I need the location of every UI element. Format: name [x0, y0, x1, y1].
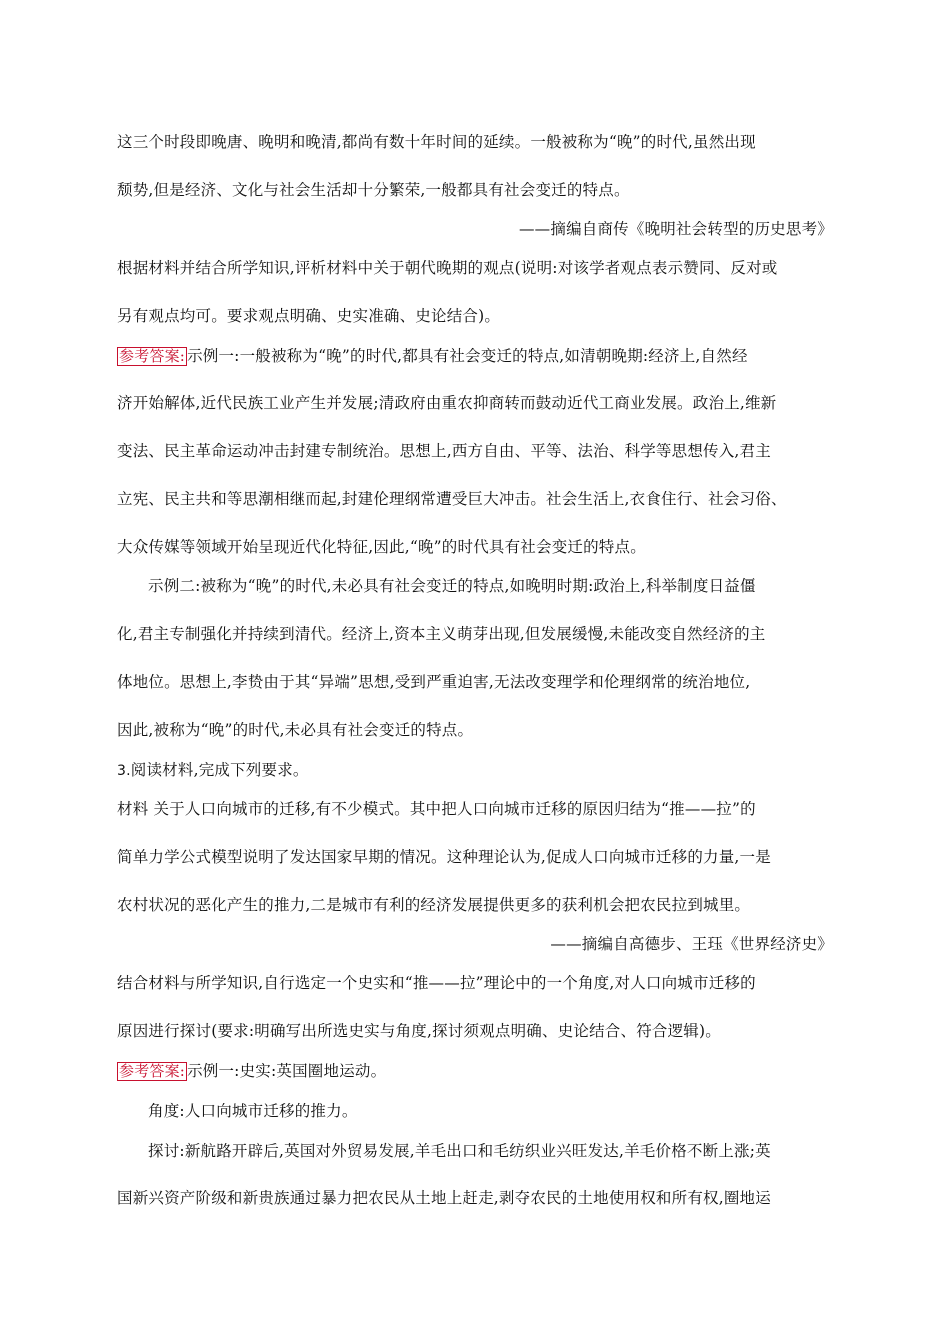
- answer-text: 变法、民主革命运动冲击封建专制统治。思想上,西方自由、平等、法治、科学等思想传入,君主: [117, 442, 771, 460]
- answer-text: 因此,被称为“晚”的时代,未必具有社会变迁的特点。: [117, 721, 474, 739]
- material-text: 颓势,但是经济、文化与社会生活却十分繁荣,一般都具有社会变迁的特点。: [117, 181, 630, 199]
- question-number: 3.: [117, 763, 131, 779]
- material-text: 农村状况的恶化产生的推力,二是城市有利的经济发展提供更多的获利机会把农民拉到城里。: [117, 896, 751, 914]
- answer-line: [117, 346, 833, 366]
- answer-text: 探讨:新航路开辟后,英国对外贸易发展,羊毛出口和毛纺织业兴旺发达,羊毛价格不断上涨;英: [148, 1142, 771, 1160]
- answer-text: 示例一:一般被称为“晚”的时代,都具有社会变迁的特点,如清朝晚期:经济上,自然经: [187, 347, 748, 365]
- answer-text: 示例二:被称为“晚”的时代,未必具有社会变迁的特点,如晚明时期:政治上,科举制度日益僵: [148, 577, 756, 595]
- answer-text: 立宪、民主共和等思潮相继而起,封建伦理纲常遭受巨大冲击。社会生活上,衣食住行、社会习俗、: [117, 490, 787, 508]
- answer-tag: 参考答案:: [119, 1062, 186, 1080]
- material-text: 材料 关于人口向城市的迁移,有不少模式。其中把人口向城市迁移的原因归结为“推——拉”的: [117, 800, 756, 818]
- question-prompt: 根据材料并结合所学知识,评析材料中关于朝代晚期的观点(说明:对该学者观点表示赞同、反对或: [117, 259, 778, 277]
- answer-line: [117, 1061, 833, 1081]
- material-text: 简单力学公式模型说明了发达国家早期的情况。这种理论认为,促成人口向城市迁移的力量,一是: [117, 848, 771, 866]
- material-text: 这三个时段即晚唐、晚明和晚清,都尚有数十年时间的延续。一般被称为“晚”的时代,虽然出现: [117, 133, 756, 151]
- question-prompt: 结合材料与所学知识,自行选定一个史实和“推——拉”理论中的一个角度,对人口向城市迁移的: [117, 974, 756, 992]
- material-source: ——摘编自高德步、王珏《世界经济史》: [550, 935, 833, 953]
- answer-text: 化,君主专制强化并持续到清代。经济上,资本主义萌芽出现,但发展缓慢,未能改变自然经济的主: [117, 625, 766, 643]
- answer-tag: 参考答案:: [119, 347, 186, 365]
- question-title: 阅读材料,完成下列要求。: [130, 761, 309, 779]
- answer-text: 国新兴资产阶级和新贵族通过暴力把农民从土地上赶走,剥夺农民的土地使用权和所有权,圈地运: [117, 1189, 771, 1207]
- question-heading: [117, 760, 833, 781]
- answer-text: 大众传媒等领域开始呈现近代化特征,因此,“晚”的时代具有社会变迁的特点。: [117, 538, 646, 556]
- answer-text: 角度:人口向城市迁移的推力。: [148, 1102, 358, 1120]
- answer-text: 体地位。思想上,李贽由于其“异端”思想,受到严重迫害,无法改变理学和伦理纲常的统治地位,: [117, 673, 751, 691]
- material-source: ——摘编自商传《晚明社会转型的历史思考》: [518, 220, 833, 238]
- question-prompt: 原因进行探讨(要求:明确写出所选史实与角度,探讨须观点明确、史论结合、符合逻辑)。: [117, 1022, 721, 1040]
- question-prompt: 另有观点均可。要求观点明确、史实准确、史论结合)。: [117, 307, 501, 325]
- answer-text: 济开始解体,近代民族工业产生并发展;清政府由重农抑商转而鼓动近代工商业发展。政治上,维新: [117, 394, 777, 412]
- answer-text: 示例一:史实:英国圈地运动。: [187, 1062, 387, 1080]
